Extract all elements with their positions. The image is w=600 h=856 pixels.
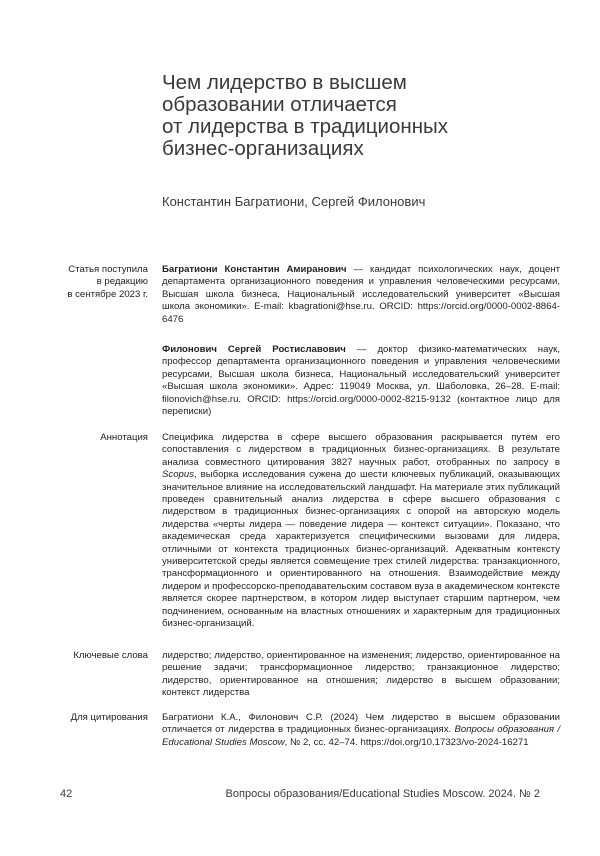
abstract-text: Специфика лидерства в сфере высшего образования раскрывается путем его сопоставления с лидерством в традиционных бизнес-организациях. В результате анализа совместного цитирования 3827 научных работ, отобранных по запросу в Scopus, выборка исследования сужена до шести ключевых публикаций, оказывающих значительное влияние на исследовательский ландшафт. На материале этих публикаций проведен сравнительный анализ лидерства в сфере высшего образования с лидерством в традиционных бизнес-организациях с опорой на авторскую модель лидерства «черты лидера — поведение лидера — контекст ситуации». Показано, что академическая среда характеризуется специфическими вызовами для лидера, отличными от контекста традиционных бизнес-организаций. Адекватным контексту университетской среды является совмещение трех стилей лидерства: транзакционного, трансформационного и ориентированного на отношения. Взаимодействие между лидером и профессорско-преподавательским составом вуза в академическом контексте является скорее партнерством, в котором лидер выступает старшим партнером, чем подчинением, основанным на властных отношениях и характерным для традиционных бизнес-организаций.: [162, 432, 560, 630]
running-footer: Вопросы образования/Educational Studies Moscow. 2024. № 2: [225, 788, 540, 800]
author-name: Филонович Сергей Ростиславович: [162, 344, 346, 355]
citation-text: Багратиони К.А., Филонович С.Р. (2024) Чем лидерство в высшем образовании отличается от лидерства в традиционных бизнес-организациях. Вопросы образования / Educational Studies Moscow, № 2, сс. 42–74. https://doi.org/10.17323/vo-2024-16271: [162, 712, 560, 748]
title-line: Чем лидерство в высшем: [162, 71, 407, 94]
abstract-label: Аннотация: [100, 432, 148, 443]
title-line: бизнес-организациях: [162, 137, 364, 160]
page-number: 42: [60, 788, 73, 800]
author-info-2: [162, 344, 560, 418]
keywords-label: Ключевые слова: [73, 650, 148, 661]
received-note: Статья поступила в редакцию в сентябре 2023 г.: [67, 264, 148, 300]
author-bio: — кандидат психологических наук, доцент департамента организационного поведения и управления человеческими ресурсами, Высшая школа бизнеса, Национальный исследовательский университет «Высшая школа экономики». E-mail: kbagrationi@hse.ru. ORCID: https://orcid.org/0000-0002-8864-6476: [162, 264, 561, 325]
author-bio: — доктор физико-математических наук, профессор департамента организационного поведения и управления человеческими ресурсами, Высшая школа бизнеса, Национальный исследовательский университет «Высшая школа экономики». Адрес: 119049 Москва, ул. Шаболовка, 26–28. E-mail: filonovich@hse.ru. ORCID: https://orcid.org/0000-0002-8215-9132 (контактное лицо для переписки): [162, 344, 560, 418]
author-info-1: [162, 264, 560, 326]
author-name: Багратиони Константин Амиранович: [162, 264, 347, 275]
citation-label: Для цитирования: [70, 712, 148, 723]
article-authors: Константин Багратиони, Сергей Филонович: [162, 194, 426, 209]
keywords-text: лидерство; лидерство, ориентированное на изменения; лидерство, ориентированное на решение задачи; трансформационное лидерство; транзакционное лидерство; лидерство, ориентированное на отношения; лидерство в высшем образовании; контекст лидерства: [162, 650, 560, 699]
title-line: образовании отличается: [162, 93, 397, 116]
title-line: от лидерства в традиционных: [162, 115, 449, 138]
article-title: [162, 72, 562, 160]
